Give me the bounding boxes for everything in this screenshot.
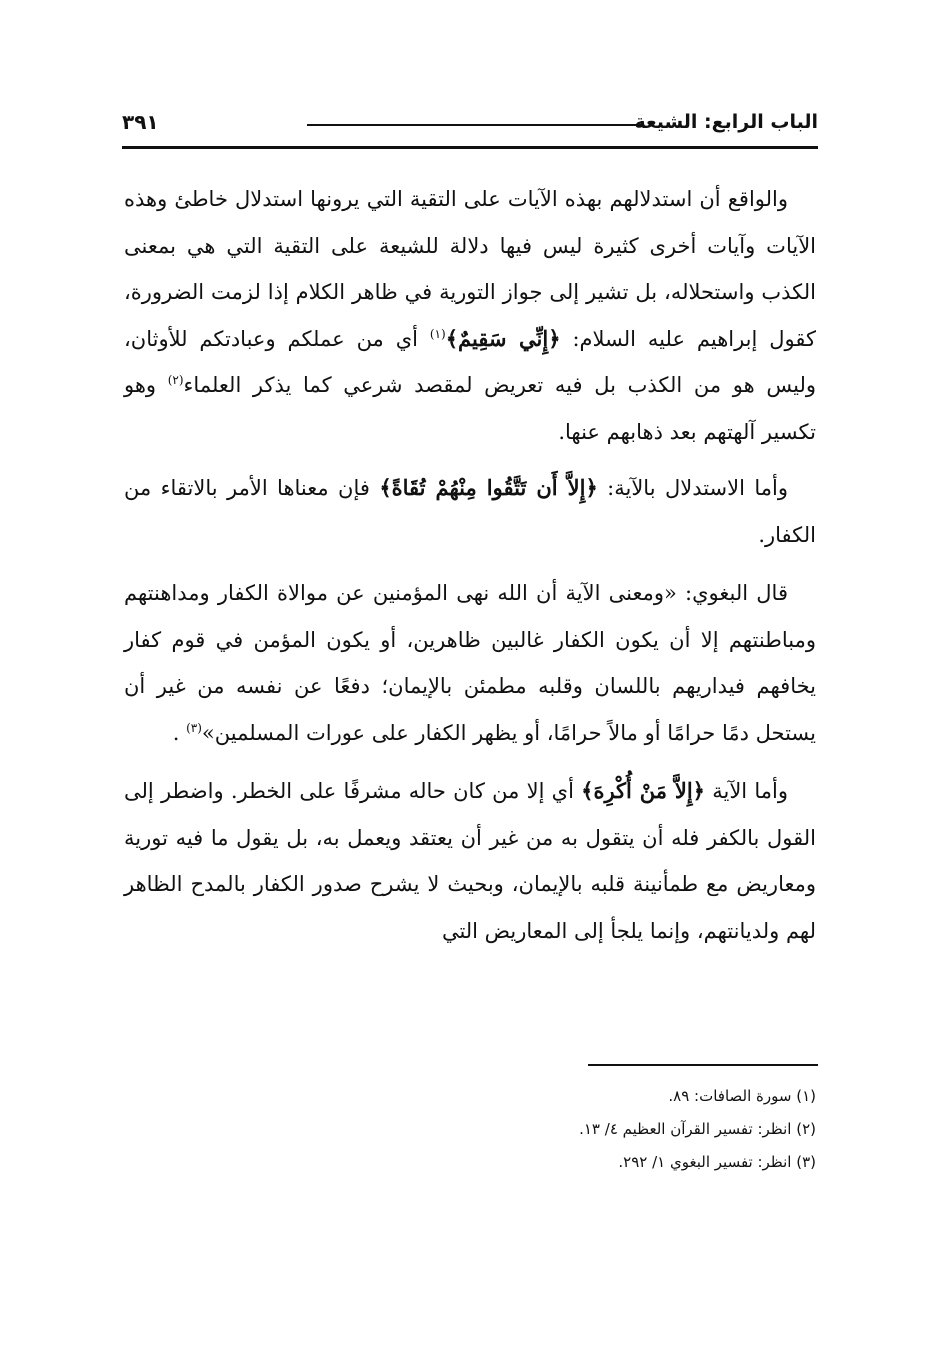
- running-header: [122, 108, 818, 140]
- paragraph-2-text-a: وأما الاستدلال بالآية:: [597, 476, 788, 500]
- header-dash-line: [307, 124, 643, 126]
- paragraph-3: [124, 570, 816, 756]
- footnote-2: (٢) انظر: تفسير القرآن العظيم ٤/ ١٣.: [579, 1120, 816, 1138]
- paragraph-4: [124, 768, 816, 954]
- paragraph-3-text-a: قال البغوي: «ومعنى الآية أن الله نهى المؤمنين عن موالاة الكفار ومداهنتهم ومباطنتهم إلا أن يكون الكفار غالبين ظاهرين، أو يكون المؤمن في قوم كفار يخافهم فيداريهم باللسان وقلبه مطمئن بالإيمان؛ دفعًا عن نفسه من غير أن يستحل دمًا حرامًا أو مالاً حرامًا، أو يظهر الكفار على عورات المسلمين»: [124, 581, 816, 745]
- main-text: [124, 176, 816, 966]
- quran-verse-2: ﴿إِلاَّ أَن تَتَّقُوا مِنْهُمْ تُقَاةً﴾: [379, 475, 598, 500]
- footnote-3: (٣) انظر: تفسير البغوي ١/ ٢٩٢.: [618, 1153, 816, 1171]
- quran-verse-3: ﴿إِلاَّ مَنْ أُكْرِهَ﴾: [581, 778, 705, 803]
- paragraph-2: [124, 465, 816, 558]
- footnote-separator: [588, 1064, 818, 1066]
- footnotes: [124, 1080, 816, 1179]
- paragraph-1-text-c: وهو تكسير آلهتهم بعد ذهابهم عنها.: [124, 373, 816, 444]
- paragraph-1-text-b: أي من عملكم وعبادتكم للأوثان، وليس هو من الكذب بل فيه تعريض لمقصد شرعي كما يذكر العلماء: [124, 326, 816, 397]
- paragraph-4-text-a: وأما الآية: [704, 779, 788, 803]
- footnote-ref-3: (٣): [186, 720, 202, 735]
- quran-verse-1: ﴿إِنِّي سَقِيمٌ﴾: [445, 325, 561, 351]
- chapter-title: الباب الرابع: الشيعة: [634, 111, 818, 133]
- page-number: ٣٩١: [122, 110, 159, 134]
- paragraph-1: [124, 176, 816, 455]
- footnote-1: (١) سورة الصافات: ٨٩.: [668, 1087, 816, 1105]
- footnote-ref-1: (١): [429, 326, 446, 341]
- footnote-ref-2: (٢): [167, 373, 184, 387]
- paragraph-3-text-b: .: [172, 720, 187, 745]
- paragraph-4-text-b: أي إلا من كان حاله مشرفًا على الخطر. واضطر إلى القول بالكفر فله أن يتقول به من غير أن يعتقد ويعمل به، بل يقول ما فيه تورية ومعاريض مع طمأنينة قلبه بالإيمان، وبحيث لا يشرح صدور الكفار بالمدح الظاهر لهم ولديانتهم، وإنما يلجأ إلى المعاريض التي: [124, 779, 816, 943]
- paragraph-2-text-b: فإن معناها الأمر بالاتقاء من الكفار.: [124, 476, 816, 547]
- header-rule: [122, 146, 818, 149]
- paragraph-1-text-a: والواقع أن استدلالهم بهذه الآيات على التقية التي يرونها استدلال خاطئ وهذه الآيات وآيات أخرى كثيرة ليس فيها دلالة للشيعة على التقية التي هي بمعنى الكذب واستحلاله، بل تشير إلى جواز التورية في ظاهر الكلام إذا لزمت الضرورة، كقول إبراهيم عليه السلام:: [124, 187, 816, 351]
